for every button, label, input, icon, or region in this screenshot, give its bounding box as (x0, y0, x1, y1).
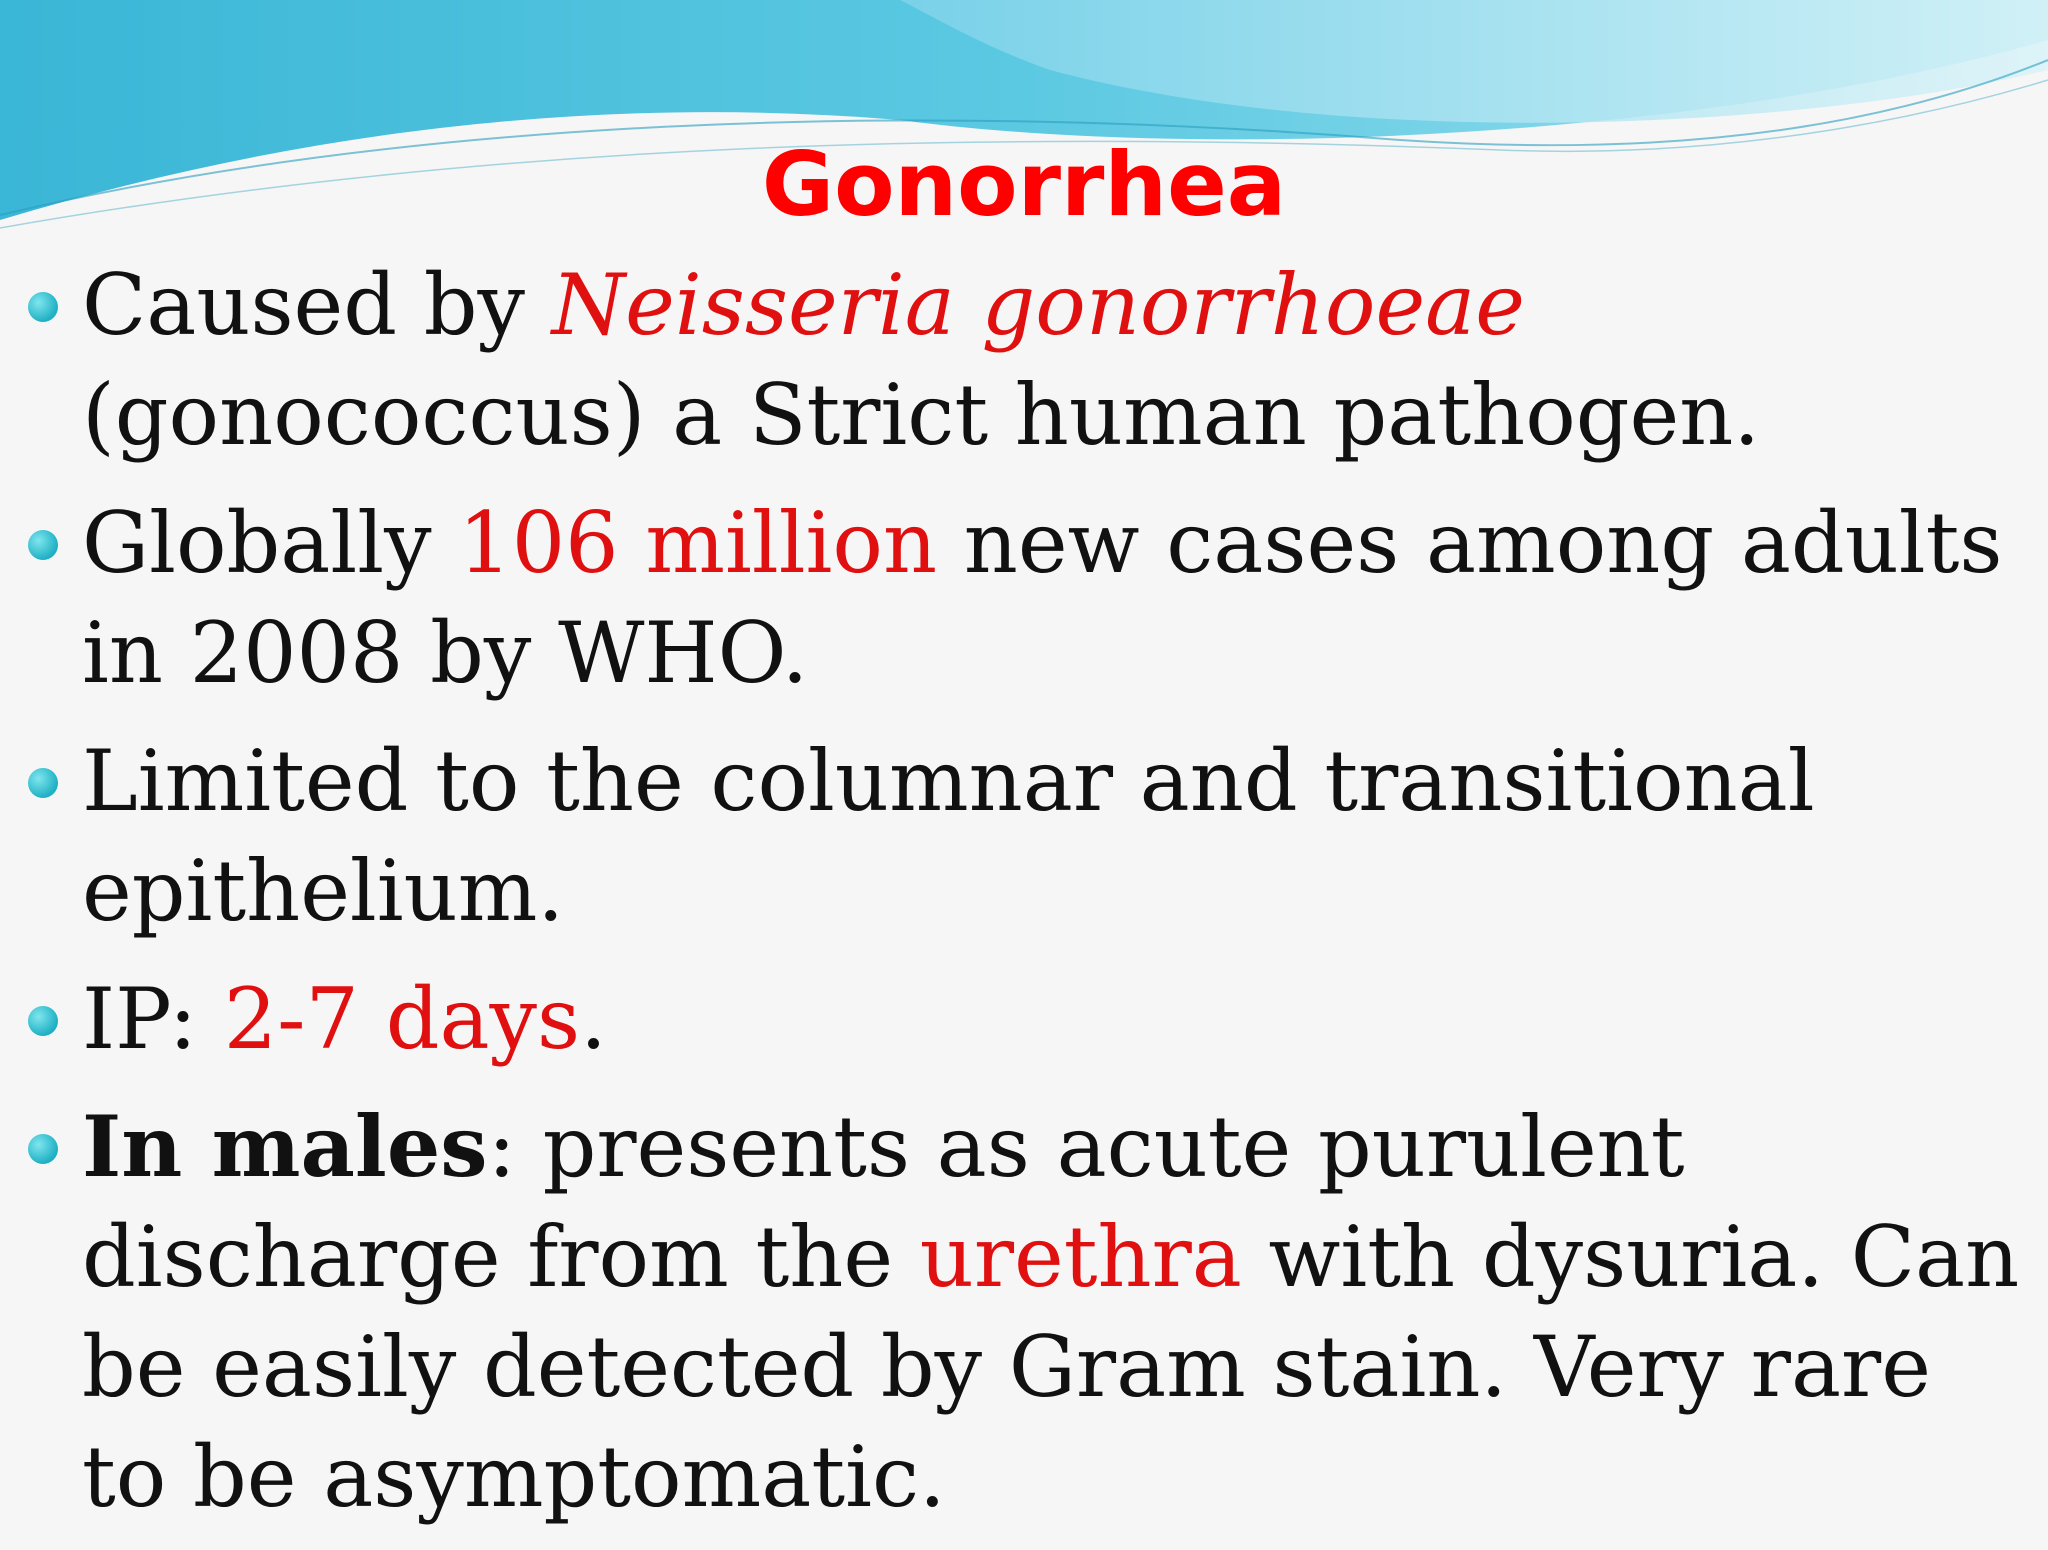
bullet-text-segment: IP: (82, 970, 224, 1068)
bullet-text-segment: : presents as acute purulent discharge from the (82, 1098, 1685, 1306)
bullet-text-segment: 106 million (458, 494, 938, 592)
bullet-dot-icon (28, 1006, 58, 1036)
bullet-list (24, 250, 2024, 1550)
bullet-dot-icon (28, 530, 58, 560)
bullet-item (24, 1092, 2024, 1532)
bullet-text-segment: 2-7 days (223, 970, 581, 1068)
bullet-text-segment: new cases among adults in 2008 by WHO. (82, 494, 2003, 702)
bullet-text-segment: In males (82, 1097, 488, 1196)
bullet-text-segment: Caused by (82, 256, 552, 354)
bullet-text-segment: with dysuria. Can be easily detected by Gram stain. Very rare to be asymptomatic. (82, 1208, 2020, 1526)
bullet-dot-icon (28, 768, 58, 798)
bullet-text-segment: Globally (82, 494, 459, 592)
bullet-text-segment: Neisseria gonorrhoeae (551, 256, 1525, 354)
slide-title: Gonorrhea (761, 133, 1287, 236)
bullet-text-segment: Limited to the columnar and transitional epithelium. (82, 732, 1815, 940)
bullet-text-segment: urethra (919, 1208, 1242, 1306)
bullet-text-segment: (gonococcus) a Strict human pathogen. (82, 366, 1761, 464)
bullet-text-segment: . (580, 970, 607, 1068)
bullet-item (24, 250, 2024, 470)
bullet-item (24, 964, 2024, 1074)
bullet-item (24, 726, 2024, 946)
bullet-item (24, 488, 2024, 708)
bullet-dot-icon (28, 1134, 58, 1164)
bullet-dot-icon (28, 292, 58, 322)
